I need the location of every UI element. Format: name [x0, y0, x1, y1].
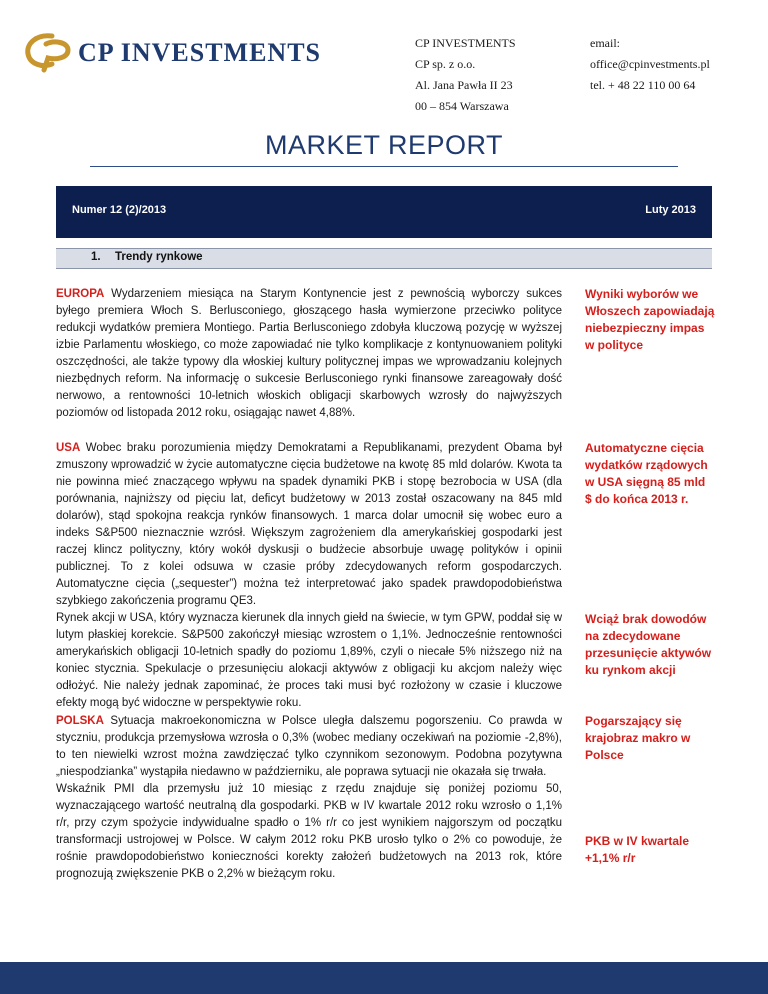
email-label: email:: [590, 36, 620, 50]
issue-number: Numer 12 (2)/2013: [72, 204, 167, 216]
paragraph-europa: [56, 286, 562, 422]
company-logo: [22, 30, 322, 74]
sidenote-poland-macro: Pogarszający się krajobraz makro w Polsce: [585, 714, 691, 762]
company-address: [415, 33, 516, 117]
section-number: 1.: [91, 251, 101, 263]
region-label-europa: EUROPA: [56, 288, 105, 300]
sidenote-asset-shift: Wciąż brak dowodów na zdecydowane przesunięcie aktywów ku rynkom akcji: [585, 612, 712, 677]
sidenote-usa-cuts: Automatyczne cięcia wydatków rządowych w USA sięgną 85 mld $ do końca 2013 r.: [585, 441, 708, 506]
sidenote-italy-elections: Wyniki wyborów we Włoszech zapowiadają niebezpieczny impas w polityce: [585, 287, 715, 352]
paragraph-text: Sytuacja makroekonomiczna w Polsce uległa dalszemu pogorszeniu. Co prawda w styczniu, produkcja przemysłowa wzrosła o 0,3% (wobec mediany oczekiwań na poziomie -2,8%), to ten niewielki wzrost można zawdzięczać tylko czynnikom sezonowym. Podobna pozytywna „niespodzianka” wystąpiła niedawno w październiku, ale poprawa sytuacji nie okazała się trwała.: [56, 715, 562, 778]
title-divider: [90, 166, 678, 167]
report-title: MARKET REPORT: [264, 130, 504, 160]
company-contact: [590, 33, 710, 96]
phone-number: tel. + 48 22 110 00 64: [590, 78, 696, 92]
company-street: Al. Jana Pawła II 23: [415, 78, 513, 92]
company-city: 00 – 854 Warszawa: [415, 99, 509, 113]
paragraph-text: Wskaźnik PMI dla przemysłu już 10 miesiąc z rzędu znajduje się poniżej poziomu 50, wyznaczającego wartość neutralną dla gospodarki. PKB w IV kwartale 2012 roku wzrosło o 1,1% r/r, przy czym spożycie indywidualne spadło o 1% r/r co jest wynikiem najgorszym od początku transformacji ustrojowej w Polsce. W całym 2012 roku PKB urosło tylko o 2% co powoduje, że rośnie prawdopodobieństwo konieczności korekty założeń budżetowych na 2013 rok, które prognozują zwiększenie PKB o 2,2% w bieżącym roku.: [56, 783, 562, 880]
email-link[interactable]: office@cpinvestments.pl: [590, 57, 710, 71]
logo-text: CP INVESTMENTS: [78, 38, 321, 67]
paragraph-usa: [56, 440, 562, 712]
company-name: CP INVESTMENTS: [415, 36, 516, 50]
cp-logo-icon: [22, 30, 74, 74]
issue-date: Luty 2013: [645, 204, 696, 216]
paragraph-text: Wydarzeniem miesiąca na Starym Kontynencie jest z pewnością wyborczy sukces byłego premiera Włoch S. Berlusconiego, głoszącego hasła wymierzone przeciwko polityce redukcji wydatków premiera Montiego. Partia Berlusconiego zdobyła kluczową pozycję w wyższej izbie Parlamentu włoskiego, co może zapowiadać nie tylko komplikacje z kontynuowaniem polityki oszczędności, ale także typowy dla włoskiej kultury politycznej impas we wprowadzaniu kolejnych niezbędnych reform. Na informację o sukcesie Berlusconiego rynki finansowe zareagowały dość nerwowo, a rentowności 10-letnich włoskich obligacji skarbowych wzrosły do najwyższych poziomów od listopada 2012 roku, osiągając nawet 4,88%.: [56, 288, 562, 419]
section-title: Trendy rynkowe: [115, 251, 203, 263]
issue-bar: [56, 186, 712, 238]
paragraph-text: Rynek akcji w USA, który wyznacza kierunek dla innych giełd na świecie, w tym GPW, poddał się w lutym płaskiej korekcie. S&P500 zakończył miesiąc wzrostem o 1,1%. Jednocześnie rentowności amerykańskich obligacji 10-letnich spadły do poziomu 1,89%, czyli o niecałe 5% niższego niż na koniec stycznia. Spekulacje o przesunięciu alokacji aktywów z obligacji ku akcjom należy więc odłożyć. Nie należy jednak zapominać, że proces taki musi być rozłożony w czasie i kluczowe efekty mogą być widoczne w perspektywie roku.: [56, 612, 562, 709]
sidenote-gdp-q4: PKB w IV kwartale +1,1% r/r: [585, 834, 690, 865]
section-header: [56, 248, 712, 269]
region-label-usa: USA: [56, 442, 81, 454]
paragraph-polska: [56, 713, 562, 883]
footer-bar: [0, 962, 768, 994]
region-label-polska: POLSKA: [56, 715, 104, 727]
paragraph-text: Wobec braku porozumienia między Demokratami a Republikanami, prezydent Obama był zmuszony wprowadzić w życie automatyczne cięcia budżetowe na kwotę 85 mld dolarów. Kwota ta nie powinna mieć znaczącego wpływu na spadek dynamiki PKB i stopę bezrobocia w USA (dla porównania, najniższy od pięciu lat, deficyt budżetowy w 2013 został oszacowany na 845 mld dolarów), stąd spokojna reakcja rynków finansowych. 1 marca dolar umocnił się wobec euro a indeks S&P500 nieznacznie wzrósł. Większym zagrożeniem dla amerykańskiej gospodarki jest raczej klincz polityczny, który wokół dyskusji o budżecie absorbuje uwagę polityków i opinii publicznej. To z kolei odsuwa w czasie próby zdecydowanych reform gospodarczych. Automatyczne cięcia („sequester”) można też interpretować jako spadek prawdopodobieństwa szybkiego zakończenia programu QE3.: [56, 442, 562, 607]
company-legal-name: CP sp. z o.o.: [415, 57, 476, 71]
